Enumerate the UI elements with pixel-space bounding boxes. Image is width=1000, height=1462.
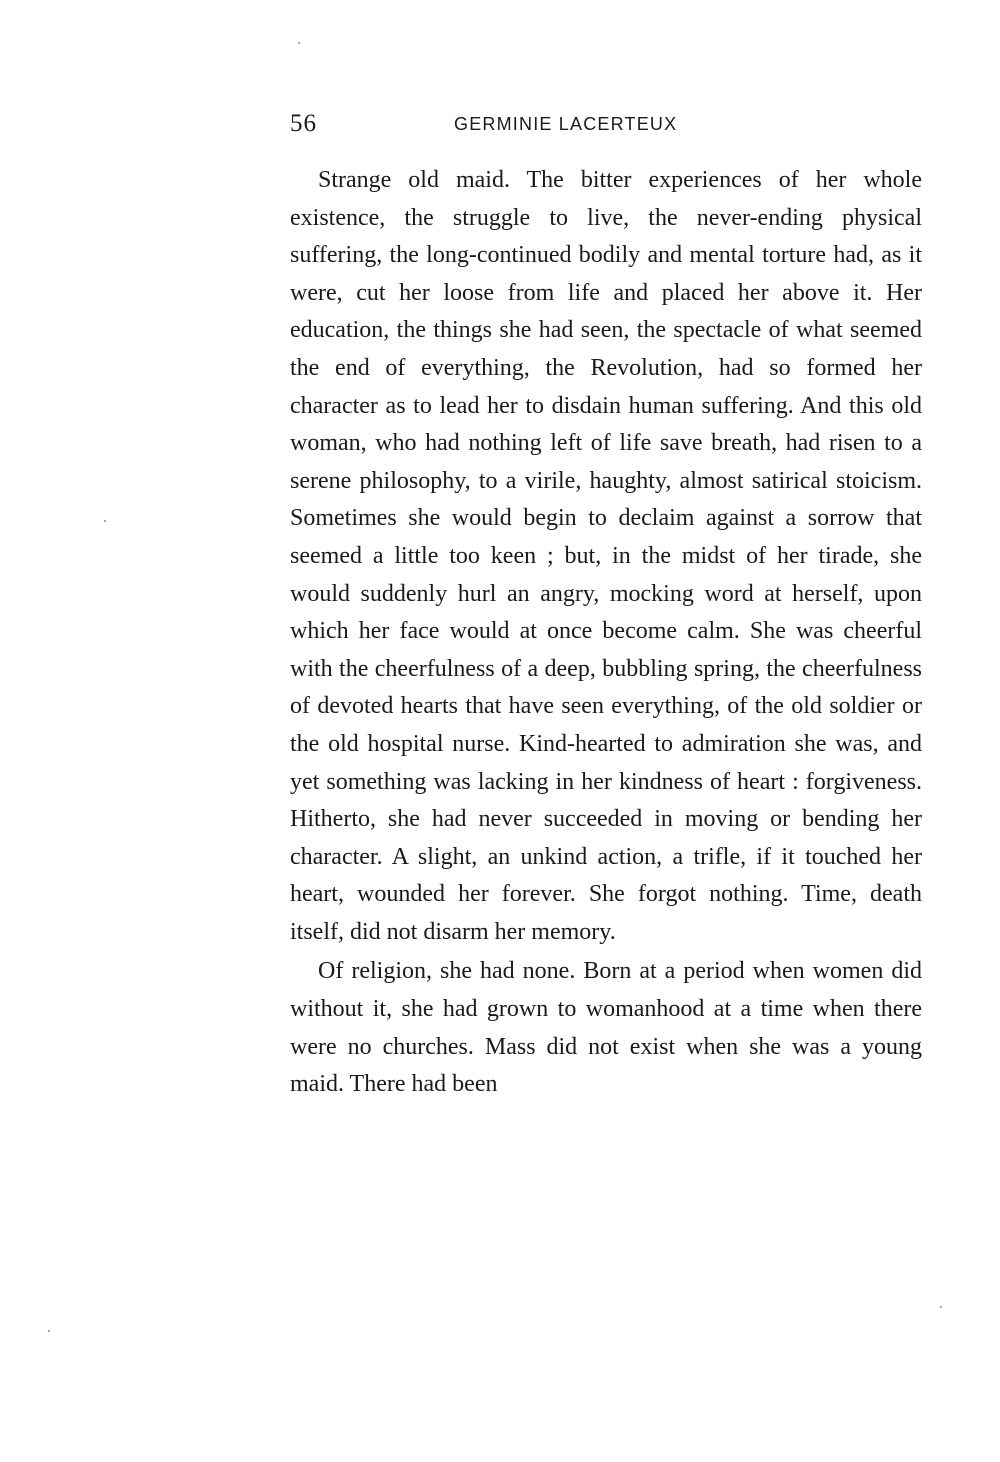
scan-speck — [298, 42, 300, 44]
running-title: GERMINIE LACERTEUX — [454, 114, 678, 134]
paragraph-religion: Of religion, she had none. Born at a period when women did without it, she had grown to womanhood at a time when there were no churches. Mass did not exist when she was a young maid. There had been — [290, 958, 922, 1098]
running-head — [290, 110, 922, 146]
page-number: 56 — [290, 110, 317, 137]
scan-speck — [940, 1306, 942, 1308]
paragraph-stoicism: Strange old maid. The bitter experiences of her whole existence, the struggle to live, the never-ending physical suffering, the long-continued bodily and mental torture had, as it were, cut her loose from life and placed her above it. Her education, the things she had seen, the spectacle of what seemed the end of everything, the Revolution, had so formed her character as to lead her to disdain human suffering. And this old woman, who had nothing left of life save breath, had risen to a serene philosophy, to a virile, haughty, almost satirical stoicism. Sometimes she would begin to declaim against a sorrow that seemed a little too keen ; but, in the midst of her tirade, she would suddenly hurl an angry, mocking word at herself, upon which her face would at once become calm. She was cheerful with the cheerfulness of a deep, bubbling spring, the cheerfulness of devoted hearts that have seen everything, of the old soldier or the old hospital nurse. Kind-hearted to admiration she was, and yet something was lacking in her kindness of heart : forgiveness. Hitherto, she had never succeeded in moving or bending her character. A slight, an unkind action, a trifle, if it touched her heart, wounded her forever. She forgot nothing. Time, death itself, did not disarm her memory. — [290, 167, 922, 945]
scan-speck — [104, 520, 106, 522]
scan-speck — [48, 1330, 50, 1332]
body-text — [290, 162, 922, 1104]
